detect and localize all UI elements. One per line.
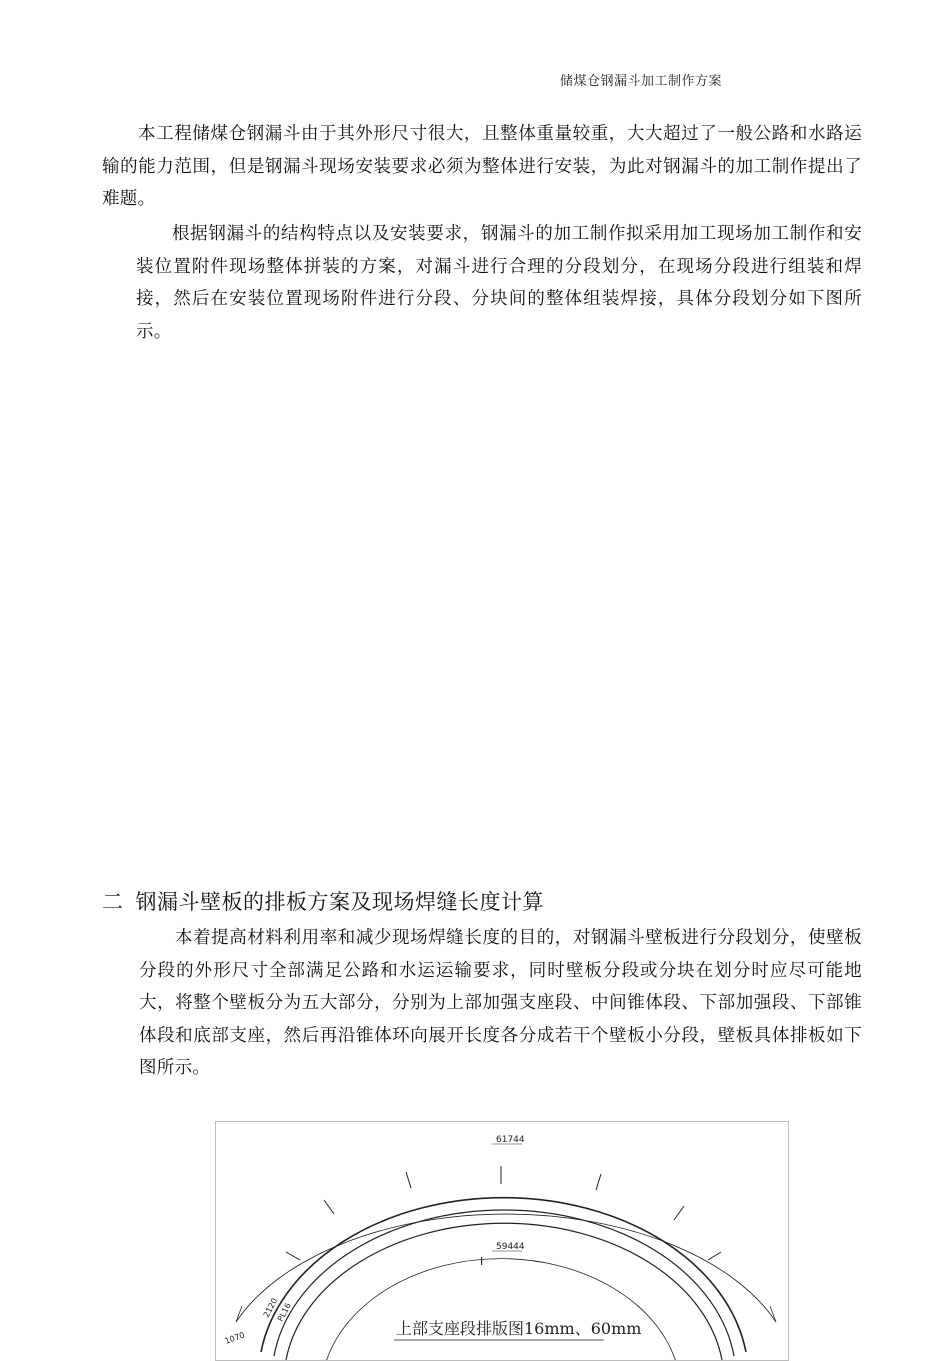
paragraph-plate-layout: 本着提高材料利用率和减少现场焊缝长度的目的，对钢漏斗壁板进行分段划分，使壁板分段的外形尺寸全部满足公路和水运运输要求，同时壁板分段或分块在划分时应尽可能地大，将整个壁板分为五大部分，分别为上部加强支座段、中间锥体段、下部加强段、下部锥体段和底部支座，然后再沿锥体环向展开长度各分成若干个壁板小分段，壁板具体排板如下图所示。 [139,928,862,1078]
paragraph-intro: 本工程储煤仓钢漏斗由于其外形尺寸很大，且整体重量较重，大大超过了一般公路和水路运输的能力范围，但是钢漏斗现场安装要求必须为整体进行安装，为此对钢漏斗的加工制作提出了难题。 [102,124,862,209]
paragraph-segmentation: 根据钢漏斗的结构特点以及安装要求，钢漏斗的加工制作拟采用加工现场加工制作和安装位置附件现场整体拼装的方案，对漏斗进行合理的分段划分，在现场分段进行组装和焊接，然后在安装位置现场附件进行分段、分块间的整体组装焊接，具体分段划分如下图所示。 [136,224,862,342]
section-title: 钢漏斗壁板的排板方案及现场焊缝长度计算 [135,890,544,914]
section-number: 二 [102,890,124,914]
arc-drawing [216,1122,789,1361]
side-label-dim-1: 2120 [261,1296,280,1319]
segment-divider [286,1252,300,1260]
side-label-dim-2: 1070 [223,1330,246,1346]
outer-dimension-arc [236,1214,776,1322]
segment-divider [406,1172,411,1188]
segment-divider [324,1200,334,1214]
plate-layout-drawing [215,1121,789,1361]
segment-divider [596,1174,601,1190]
inner-dimension-label: 59444 [496,1242,525,1252]
inner-dimension-arc [326,1259,676,1361]
segment-mark: I [480,1255,484,1268]
segment-divider [674,1206,684,1220]
outer-dimension-label: 61744 [496,1135,525,1145]
page-header: 储煤仓钢漏斗加工制作方案 [560,74,723,89]
section-heading [102,886,862,916]
drawing-caption: 上部支座段排版图16mm、60mm [396,1319,642,1338]
segment-divider [708,1252,721,1260]
side-label-pl: PL16 [275,1301,293,1323]
